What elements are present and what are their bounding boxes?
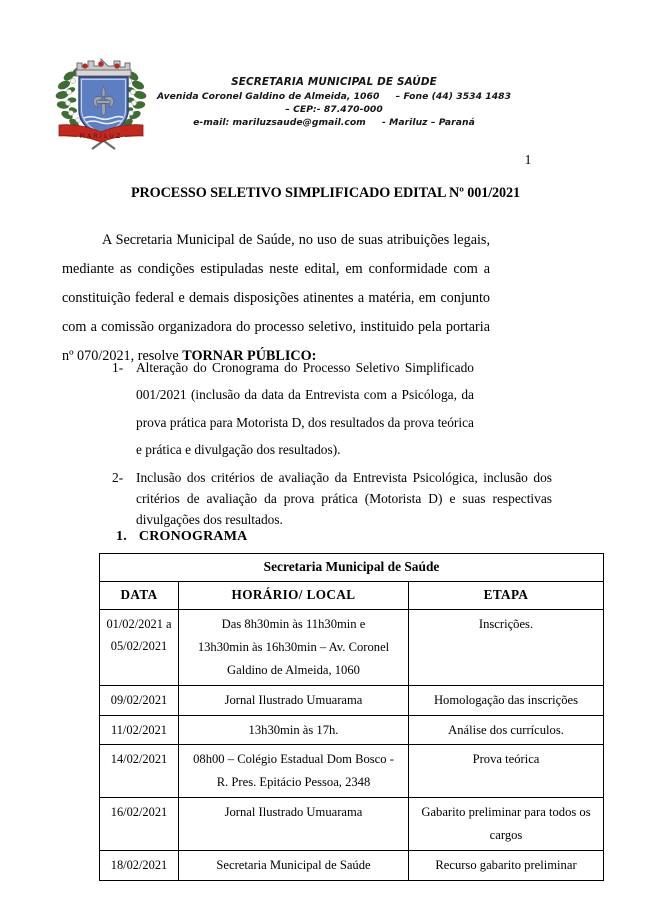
schedule-table-body: [100, 609, 604, 880]
table-cell-line: Das 8h30min às 11h30min e: [221, 616, 366, 631]
table-cell-date: [100, 715, 179, 745]
table-caption-row: [100, 554, 604, 582]
table-row: [100, 745, 604, 798]
table-cell-line: Jornal Ilustrado Umuarama: [224, 805, 363, 820]
municipal-coat-of-arms-icon: [47, 54, 155, 150]
table-row: [100, 851, 604, 881]
table-cell-date: [100, 685, 179, 715]
section-label: CRONOGRAMA: [138, 529, 248, 544]
table-row: [100, 715, 604, 745]
table-cell-date: [100, 745, 179, 798]
table-cell-line: Secretaria Municipal de Saúde: [216, 858, 371, 873]
list-item: [112, 467, 552, 531]
table-cell-line: Gabarito preliminar para todos os: [421, 805, 591, 820]
table-row: [100, 609, 604, 685]
list-item-text: Inclusão dos critérios de avaliação da Entrevista Psicológica, inclusão dos critérios de avaliação da prova prática (Motorista D) e suas respectivas divulgações dos resultados.: [136, 470, 552, 528]
table-cell-date: [100, 798, 179, 851]
table-cell-line: 01/02/2021 a: [106, 616, 172, 631]
table-cell-line: Análise dos currículos.: [448, 722, 564, 737]
list-item: [112, 354, 474, 464]
table-cell-etapa: [409, 609, 604, 685]
page-number: 1: [524, 152, 532, 167]
table-cell-etapa: [409, 745, 604, 798]
letterhead: [0, 52, 651, 150]
table-cell-line: 13h30min às 17h.: [248, 722, 339, 737]
table-cell-local: [179, 715, 409, 745]
table-cell-line: 18/02/2021: [110, 858, 168, 873]
column-header-horario-local: HORÁRIO/ LOCAL: [179, 582, 409, 610]
table-cell-line: Jornal Ilustrado Umuarama: [224, 692, 363, 707]
table-cell-etapa: [409, 685, 604, 715]
letterhead-text-block: [150, 75, 518, 129]
table-cell-line: 08h00 – Colégio Estadual Dom Bosco -: [193, 752, 394, 767]
intro-paragraph: [62, 226, 490, 370]
list-item-marker: 2-: [112, 470, 124, 485]
table-cell-line: cargos: [489, 828, 523, 843]
table-cell-date: [100, 851, 179, 881]
table-cell-date: [100, 609, 179, 685]
table-cell-line: 11/02/2021: [111, 722, 167, 737]
table-cell-line: Homologação das inscrições: [433, 692, 579, 707]
address-line: Avenida Coronel Galdino de Almeida, 1060 – Fone (44) 3534 1483: [156, 90, 512, 102]
intro-bold-text: TORNAR PÚBLICO:: [182, 347, 317, 364]
list-item-text: Alteração do Cronograma do Processo Seletivo Simplificado 001/2021 (inclusão da data da Entrevista com a Psicóloga, da prova prática para Motorista D, dos resultados da prova teórica e prática e divulgação dos resultados).: [136, 360, 474, 458]
table-cell-local: [179, 851, 409, 881]
list-item-marker: 1-: [112, 360, 124, 375]
table-cell-line: Recurso gabarito preliminar: [435, 858, 577, 873]
table-cell-line: 09/02/2021: [110, 692, 168, 707]
table-cell-local: [179, 685, 409, 715]
table-cell-line: Inscrições.: [478, 616, 534, 631]
table-cell-line: 14/02/2021: [110, 752, 168, 767]
organization-name: SECRETARIA MUNICIPAL DE SAÚDE: [231, 76, 437, 88]
table-cell-line: 05/02/2021: [110, 639, 168, 654]
table-cell-line: 13h30min às 16h30min – Av. Coronel: [197, 639, 390, 654]
intro-text: A Secretaria Municipal de Saúde, no uso de suas atribuições legais, mediante as condições estipuladas neste edital, em conformidade com a constituição federal e demais disposições atinentes a matéria, em conjunto com a comissão organizadora do processo seletivo, instituido pela portaria nº 070/2021, resolve: [62, 232, 490, 364]
postal-code-line: – CEP:- 87.470-000: [285, 103, 383, 115]
email-line: e-mail: mariluzsaude@gmail.com - Mariluz – Paraná: [193, 116, 475, 128]
table-caption: Secretaria Municipal de Saúde: [100, 554, 604, 582]
schedule-table-container: [99, 553, 603, 881]
table-cell-etapa: [409, 851, 604, 881]
table-row: [100, 798, 604, 851]
table-cell-etapa: [409, 798, 604, 851]
crest-banner-label: MARILUZ: [79, 133, 123, 140]
table-header-row: [100, 582, 604, 610]
column-header-etapa: ETAPA: [409, 582, 604, 610]
table-cell-etapa: [409, 715, 604, 745]
table-cell-local: [179, 798, 409, 851]
section-number: 1.: [116, 529, 127, 544]
table-cell-line: Galdino de Almeida, 1060: [227, 662, 360, 677]
table-cell-line: Prova teórica: [472, 752, 540, 767]
section-heading: [116, 529, 247, 545]
table-cell-local: [179, 609, 409, 685]
table-row: [100, 685, 604, 715]
column-header-data: DATA: [100, 582, 179, 610]
table-cell-local: [179, 745, 409, 798]
schedule-table: [99, 553, 604, 881]
table-cell-line: R. Pres. Epitácio Pessoa, 2348: [216, 775, 371, 790]
document-title: PROCESSO SELETIVO SIMPLIFICADO EDITAL Nº 001/2021: [130, 185, 521, 201]
table-cell-line: 16/02/2021: [110, 805, 168, 820]
